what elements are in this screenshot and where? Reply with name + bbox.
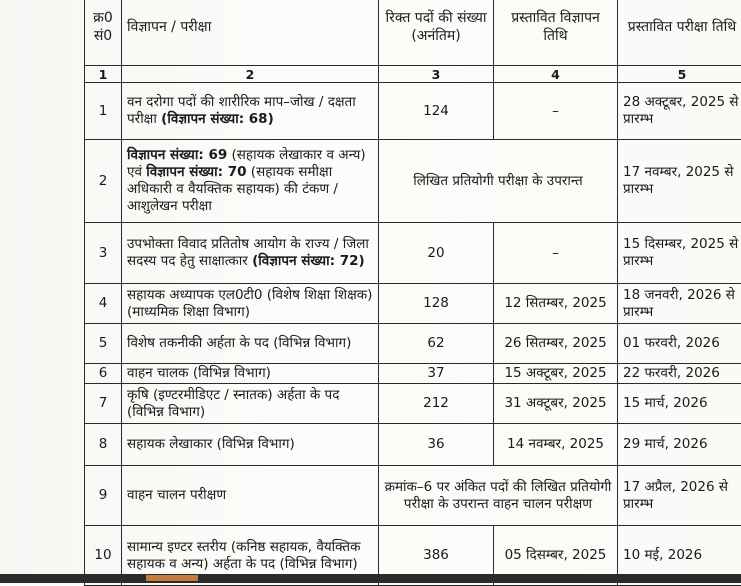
header-exam-date: प्रस्तावित परीक्षा तिथि <box>618 0 741 66</box>
row-adv-date: 05 दिसम्बर, 2025 <box>494 526 618 586</box>
advertisement-number: (विज्ञापन संख्या: 68) <box>161 111 274 127</box>
row-adv-date: 14 नवम्बर, 2025 <box>494 424 618 466</box>
row-exam-date: 17 अप्रैल, 2026 से प्रारम्भ <box>618 466 741 526</box>
header-adv-date: प्रस्तावित विज्ञापन तिथि <box>494 0 618 66</box>
column-number: 4 <box>494 66 618 83</box>
column-number-row <box>85 66 741 83</box>
row-description: सामान्य इण्टर स्तरीय (कनिष्ठ सहायक, वैयक्तिक सहायक व अन्य) अर्हता के पद (विभिन्न विभाग) <box>122 526 379 586</box>
row-vacancies: 386 <box>379 526 494 586</box>
desc-text: (सहायक समीक्षा अधिकारी व वैयक्तिक सहायक) की टंकण / आशुलेखन परीक्षा <box>127 164 338 214</box>
row-adv-date: 26 सितम्बर, 2025 <box>494 324 618 364</box>
row-vacancies: 20 <box>379 223 494 284</box>
row-exam-date: 28 अक्टूबर, 2025 से प्रारम्भ <box>618 83 741 140</box>
row-vacancies: 124 <box>379 83 494 140</box>
table-row <box>85 83 741 140</box>
row-exam-date: 01 फरवरी, 2026 <box>618 324 741 364</box>
row-adv-date: – <box>494 83 618 140</box>
row-adv-date: 12 सितम्बर, 2025 <box>494 284 618 324</box>
row-description: वाहन चालन परीक्षण <box>122 466 379 526</box>
row-vacancies: 36 <box>379 424 494 466</box>
advertisement-number: (विज्ञापन संख्या: 72) <box>252 253 365 269</box>
row-exam-date: 17 नवम्बर, 2025 से प्रारम्भ <box>618 140 741 223</box>
row-adv-date: – <box>494 223 618 284</box>
bottom-edge-highlight <box>146 575 198 581</box>
header-vacancies: रिक्त पदों की संख्या (अनंतिम) <box>379 0 494 66</box>
desc-text: (सहायक लेखाकार व अन्य) एवं <box>127 147 366 180</box>
row-serial: 3 <box>85 223 122 284</box>
table-header-row <box>85 0 741 66</box>
row-vacancies: 212 <box>379 384 494 424</box>
row-serial: 6 <box>85 364 122 384</box>
table-row <box>85 140 741 223</box>
advertisement-number: विज्ञापन संख्या: 70 <box>146 164 246 180</box>
row-description: वाहन चालक (विभिन्न विभाग) <box>122 364 379 384</box>
row-serial: 1 <box>85 83 122 140</box>
row-serial: 7 <box>85 384 122 424</box>
row-description: विशेष तकनीकी अर्हता के पद (विभिन्न विभाग) <box>122 324 379 364</box>
row-exam-date: 22 फरवरी, 2026 <box>618 364 741 384</box>
row-adv-date: 15 अक्टूबर, 2025 <box>494 364 618 384</box>
row-description: कृषि (इण्टरमीडिएट / स्नातक) अर्हता के पद (विभिन्न विभाग) <box>122 384 379 424</box>
row-serial: 4 <box>85 284 122 324</box>
header-advertisement: विज्ञापन / परीक्षा <box>122 0 379 66</box>
table-row <box>85 384 741 424</box>
row-description: सहायक अध्यापक एल0टी0 (विशेष शिक्षा शिक्षक) (माध्यमिक शिक्षा विभाग) <box>122 284 379 324</box>
row-description <box>122 83 379 140</box>
row-serial: 2 <box>85 140 122 223</box>
row-serial: 5 <box>85 324 122 364</box>
row-vacancies: 128 <box>379 284 494 324</box>
row-serial: 8 <box>85 424 122 466</box>
row-description: सहायक लेखाकार (विभिन्न विभाग) <box>122 424 379 466</box>
header-serial: क्र0 सं0 <box>85 0 122 66</box>
column-number: 1 <box>85 66 122 83</box>
row-serial: 10 <box>85 526 122 586</box>
row-vacancies: 37 <box>379 364 494 384</box>
desc-text: वन दरोगा पदों की शारीरिक माप–जोख / दक्षता परीक्षा <box>127 94 356 127</box>
desc-text: उपभोक्ता विवाद प्रतितोष आयोग के राज्य / जिला सदस्य पद हेतु साक्षात्कार <box>127 236 369 269</box>
advertisement-number: विज्ञापन संख्या: 69 <box>127 147 227 163</box>
exam-schedule-table <box>84 0 741 586</box>
column-number: 3 <box>379 66 494 83</box>
row-exam-date: 18 जनवरी, 2026 से प्रारम्भ <box>618 284 741 324</box>
bottom-edge-bar <box>0 574 741 583</box>
row-vacancies: 62 <box>379 324 494 364</box>
table-row <box>85 324 741 364</box>
table-row <box>85 466 741 526</box>
table-row <box>85 284 741 324</box>
column-number: 5 <box>618 66 741 83</box>
row-serial: 9 <box>85 466 122 526</box>
table-row <box>85 364 741 384</box>
row-exam-date: 15 मार्च, 2026 <box>618 384 741 424</box>
row-merged-note: लिखित प्रतियोगी परीक्षा के उपरान्त <box>379 140 618 223</box>
row-description <box>122 140 379 223</box>
row-description <box>122 223 379 284</box>
row-merged-note: क्रमांक–6 पर अंकित पदों की लिखित प्रतियोगी परीक्षा के उपरान्त वाहन चालन परीक्षण <box>379 466 618 526</box>
row-exam-date: 15 दिसम्बर, 2025 से प्रारम्भ <box>618 223 741 284</box>
row-adv-date: 31 अक्टूबर, 2025 <box>494 384 618 424</box>
table-row <box>85 223 741 284</box>
row-exam-date: 10 मई, 2026 <box>618 526 741 586</box>
row-exam-date: 29 मार्च, 2026 <box>618 424 741 466</box>
table-row <box>85 424 741 466</box>
column-number: 2 <box>122 66 379 83</box>
